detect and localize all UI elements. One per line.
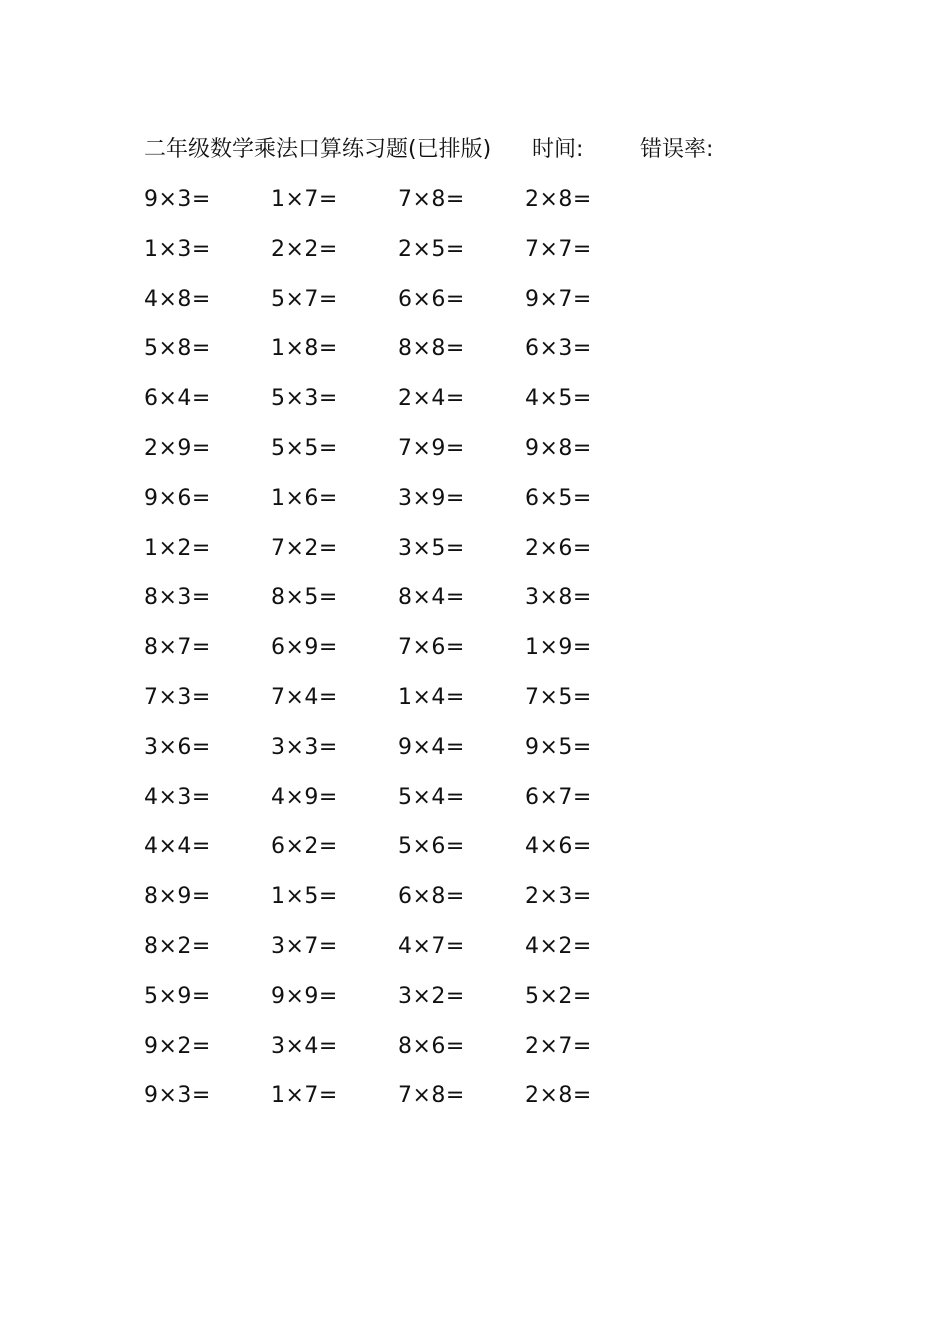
problem-item: 8×7= (144, 635, 211, 661)
problem-item: 9×2= (144, 1033, 211, 1059)
problem-row (144, 482, 664, 532)
error-rate-label: 错误率: (640, 137, 714, 162)
problem-item: 5×9= (144, 983, 211, 1009)
problem-item: 6×3= (525, 336, 592, 362)
problem-item: 3×5= (398, 535, 465, 561)
problem-row (144, 830, 664, 880)
problem-item: 9×3= (144, 187, 211, 212)
problem-item: 1×8= (271, 336, 338, 362)
problem-item: 2×6= (525, 535, 592, 561)
problem-item: 9×4= (398, 734, 465, 760)
problem-item: 2×8= (525, 1083, 592, 1109)
problem-item: 3×9= (398, 485, 465, 511)
worksheet-title: 二年级数学乘法口算练习题(已排版) (144, 137, 492, 162)
worksheet-header (144, 133, 864, 167)
problem-item: 3×3= (271, 734, 338, 760)
problem-item: 5×7= (271, 286, 338, 312)
problem-item: 8×3= (144, 585, 211, 611)
problem-item: 3×2= (398, 983, 465, 1009)
problem-item: 3×8= (525, 585, 592, 611)
problem-item: 1×6= (271, 485, 338, 511)
problem-item: 2×9= (144, 435, 211, 461)
problem-item: 7×5= (525, 684, 592, 710)
problem-item: 9×7= (525, 286, 592, 312)
problem-row (144, 382, 664, 432)
problem-row (144, 781, 664, 831)
problem-item: 7×6= (398, 635, 465, 661)
problem-item: 6×9= (271, 635, 338, 661)
problem-row (144, 183, 664, 233)
problem-item: 4×7= (398, 933, 465, 959)
problem-row (144, 1030, 664, 1080)
problem-item: 2×8= (525, 187, 592, 212)
problem-item: 2×4= (398, 386, 465, 412)
problem-row (144, 432, 664, 482)
problem-item: 2×3= (525, 884, 592, 910)
problem-item: 3×4= (271, 1033, 338, 1059)
problem-item: 7×9= (398, 435, 465, 461)
problem-item: 8×9= (144, 884, 211, 910)
problem-item: 5×2= (525, 983, 592, 1009)
problem-item: 4×5= (525, 386, 592, 412)
problem-item: 5×3= (271, 386, 338, 412)
problem-item: 8×2= (144, 933, 211, 959)
problem-row (144, 233, 664, 283)
problem-item: 7×2= (271, 535, 338, 561)
problem-item: 4×2= (525, 933, 592, 959)
problem-item: 7×3= (144, 684, 211, 710)
problem-item: 8×6= (398, 1033, 465, 1059)
problem-item: 1×7= (271, 187, 338, 212)
problem-item: 2×7= (525, 1033, 592, 1059)
problem-row (144, 1079, 664, 1129)
problem-grid (144, 183, 664, 1129)
problem-item: 6×6= (398, 286, 465, 312)
problem-row (144, 880, 664, 930)
problem-row (144, 731, 664, 781)
problem-row (144, 283, 664, 333)
problem-item: 7×7= (525, 236, 592, 262)
problem-item: 1×2= (144, 535, 211, 561)
problem-row (144, 532, 664, 582)
problem-item: 1×4= (398, 684, 465, 710)
problem-item: 5×6= (398, 834, 465, 860)
problem-item: 8×5= (271, 585, 338, 611)
problem-item: 6×8= (398, 884, 465, 910)
problem-row (144, 980, 664, 1030)
problem-item: 9×3= (144, 1083, 211, 1109)
time-label: 时间: (532, 137, 584, 162)
problem-item: 1×5= (271, 884, 338, 910)
problem-item: 9×9= (271, 983, 338, 1009)
problem-item: 3×6= (144, 734, 211, 760)
problem-item: 4×6= (525, 834, 592, 860)
problem-row (144, 581, 664, 631)
problem-item: 1×9= (525, 635, 592, 661)
problem-row (144, 332, 664, 382)
problem-item: 8×4= (398, 585, 465, 611)
problem-row (144, 681, 664, 731)
problem-item: 4×8= (144, 286, 211, 312)
problem-item: 5×8= (144, 336, 211, 362)
problem-row (144, 930, 664, 980)
problem-item: 3×7= (271, 933, 338, 959)
problem-item: 6×5= (525, 485, 592, 511)
problem-item: 7×8= (398, 1083, 465, 1109)
problem-item: 2×5= (398, 236, 465, 262)
problem-item: 1×7= (271, 1083, 338, 1109)
problem-item: 5×5= (271, 435, 338, 461)
problem-item: 7×4= (271, 684, 338, 710)
problem-item: 8×8= (398, 336, 465, 362)
problem-item: 4×4= (144, 834, 211, 860)
problem-item: 5×4= (398, 784, 465, 810)
problem-item: 4×9= (271, 784, 338, 810)
problem-item: 7×8= (398, 187, 465, 212)
problem-item: 6×7= (525, 784, 592, 810)
problem-item: 6×2= (271, 834, 338, 860)
problem-item: 6×4= (144, 386, 211, 412)
problem-item: 9×8= (525, 435, 592, 461)
problem-item: 9×6= (144, 485, 211, 511)
problem-item: 9×5= (525, 734, 592, 760)
problem-item: 4×3= (144, 784, 211, 810)
problem-item: 1×3= (144, 236, 211, 262)
problem-item: 2×2= (271, 236, 338, 262)
problem-row (144, 631, 664, 681)
